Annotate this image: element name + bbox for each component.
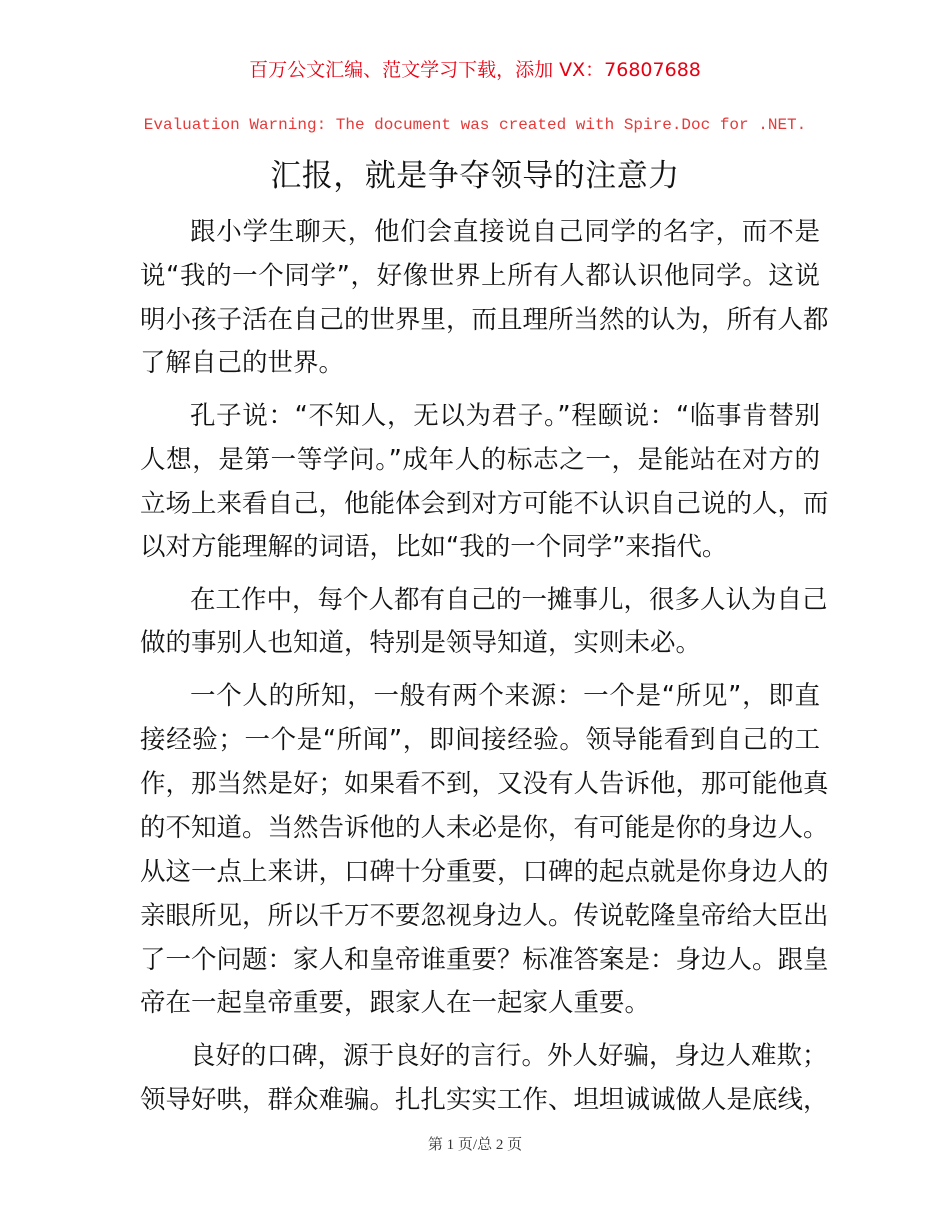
paragraph-line: 了一个问题：家人和皇帝谁重要？标准答案是：身边人。跟皇 <box>140 945 829 975</box>
paragraph-line: 良好的口碑，源于良好的言行。外人好骗，身边人难欺； <box>190 1041 828 1071</box>
paragraph-line: 从这一点上来讲，口碑十分重要，口碑的起点就是你身边人的 <box>140 857 829 887</box>
paragraph-line: 说“我的一个同学”，好像世界上所有人都认识他同学。这说 <box>140 261 820 291</box>
paragraph-line: 的不知道。当然告诉他的人未必是你，有可能是你的身边人。 <box>140 813 829 843</box>
promo-banner: 百万公文汇编、范文学习下载，添加 VX：76807688 <box>249 59 701 81</box>
paragraph-line: 做的事别人也知道，特别是领导知道，实则未必。 <box>140 628 702 658</box>
document-title: 汇报，就是争夺领导的注意力 <box>270 158 680 194</box>
paragraph-line: 立场上来看自己，他能体会到对方可能不认识自己说的人，而 <box>140 489 829 519</box>
evaluation-warning: Evaluation Warning: The document was created with Spire.Doc for .NET. <box>143 116 807 134</box>
paragraph-line: 跟小学生聊天，他们会直接说自己同学的名字，而不是 <box>190 217 820 247</box>
paragraph-line: 在工作中，每个人都有自己的一摊事儿，很多人认为自己 <box>190 585 828 615</box>
paragraph-line: 以对方能理解的词语，比如“我的一个同学”来指代。 <box>140 532 728 562</box>
paragraph-line: 接经验；一个是“所闻”，即间接经验。领导能看到自己的工 <box>140 725 820 755</box>
paragraph-line: 帝在一起皇帝重要，跟家人在一起家人重要。 <box>140 988 651 1018</box>
paragraph-line: 人想，是第一等学问。”成年人的标志之一，是能站在对方的 <box>140 445 820 475</box>
page-number-footer: 第 1 页/总 2 页 <box>427 1137 523 1153</box>
paragraph-line: 领导好哄，群众难骗。扎扎实实工作、坦坦诚诚做人是底线， <box>140 1085 829 1115</box>
paragraph-line: 亲眼所见，所以千万不要忽视身边人。传说乾隆皇帝给大臣出 <box>140 901 829 931</box>
paragraph-line: 一个人的所知，一般有两个来源：一个是“所见”，即直 <box>190 681 820 711</box>
paragraph-line: 作，那当然是好；如果看不到，又没有人告诉他，那可能他真 <box>140 769 829 799</box>
paragraph-line: 了解自己的世界。 <box>140 348 345 378</box>
paragraph-line: 明小孩子活在自己的世界里，而且理所当然的认为，所有人都 <box>140 305 829 335</box>
paragraph-line: 孔子说：“不知人，无以为君子。”程颐说：“临事肯替别 <box>190 401 820 431</box>
